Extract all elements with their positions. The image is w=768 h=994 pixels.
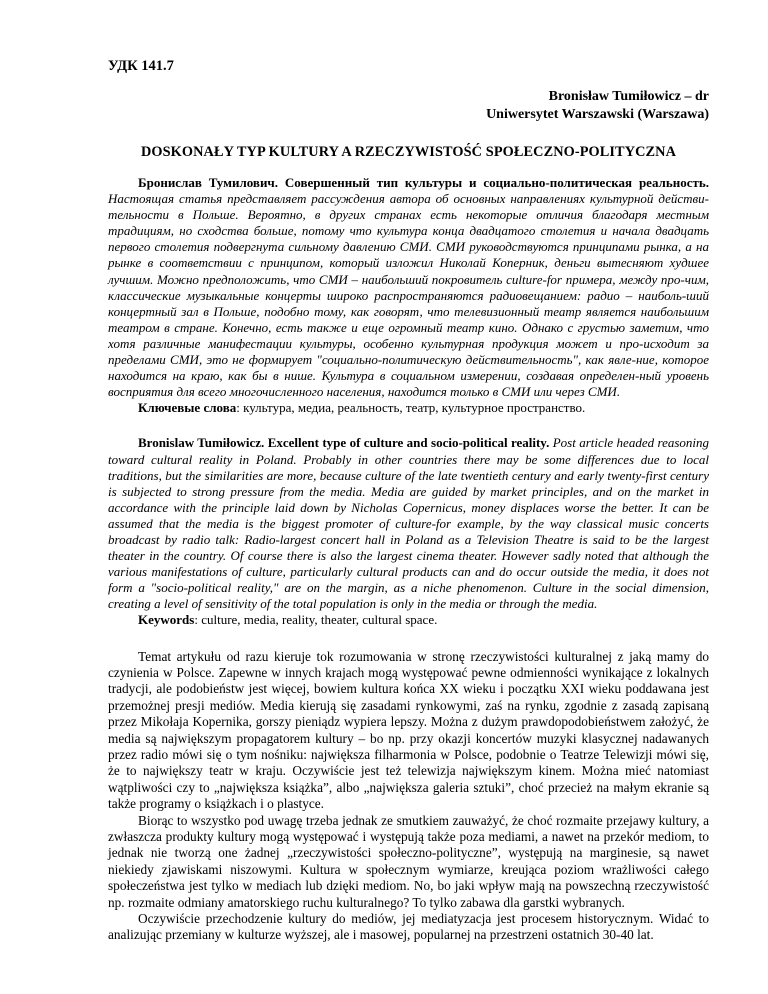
- keywords-english-list: : culture, media, reality, theater, cultural space.: [194, 612, 438, 628]
- udk-code: УДК 141.7: [108, 58, 174, 74]
- abstract-english: [108, 435, 709, 612]
- author-name: Bronisław Tumiłowicz – dr: [548, 89, 709, 104]
- spacer: [108, 629, 709, 649]
- keywords-english-label: Keywords: [138, 612, 195, 628]
- keywords-russian: [108, 400, 709, 416]
- body-paragraph-2: Biorąc to wszystko pod uwagę trzeba jednak ze smutkiem zauważyć, że choć rozmaite przejawy kultury, a zwłaszcza produkty kultury mogą występować i występują także poza mediami, a nawet na przekór mediom, to jednak nie tworzą one żadnej „rzeczywistości społeczno-polityczne”, występują na marginesie, są nawet niekiedy zjawiskami niszowymi. Kultura w społecznym wymiarze, kreująca poziom wrażliwości całego społeczeństwa jest tylko w mediach lub dzięki mediom. No, bo jaki wpływ mają na powszechną rzeczywistość np. rozmaite odmiany amatorskiego ruchu kulturalnego? To tylko zabawa dla garstki wybranych.: [108, 812, 709, 910]
- keywords-russian-list: : культура, медиа, реальность, театр, культурное пространство.: [236, 400, 586, 416]
- abstract-russian: [108, 175, 709, 400]
- author-affiliation: Uniwersytet Warszawski (Warszawa): [486, 106, 709, 122]
- body-paragraph-1: Temat artykułu od razu kieruje tok rozumowania w stronę rzeczywistości kulturalnej z jaką mamy do czynienia w Polsce. Zapewne w innych krajach mogą występować pewne odmienności wynikające z lokalnych tradycji, ale podobieństw jest więcej, bowiem kultura końca XX wieku i początku XXI wieku poddawana jest przemożnej presji mediów. Media kierują się zasadami rynkowymi, zaś na rynku, zgodnie z zasadą zapisaną przez Mikołaja Kopernika, gorszy pieniądz wypiera lepszy. Można z dużym prawdopodobieństwem założyć, że media są największym propagatorem kultury – bo np. przy okazji koncertów muzyki klasycznej nadawanych przez radio mówi się o tym nośniku: największa filharmonia w Polsce, podobnie o Teatrze Telewizji mówi się, że to największy teatr w kraju. Oczywiście jest też telewizja największym kinem. Można mieć natomiast wątpliwości czy to „największa książka”, albo „największa galeria sztuki”, choć przecież na małym ekranie są także programy o książkach i o plastyce.: [108, 648, 709, 812]
- abstract-russian-lead: Бронислав Тумилович. Совершенный тип культуры и социально-политическая реальность.: [138, 175, 709, 190]
- body-paragraph-3: Oczywiście przechodzenie kultury do mediów, jej mediatyzacja jest procesem historycznym. Widać to analizując przemiany w kulturze wyższej, ale i masowej, popularnej na przestrzeni ostatnich 30-40 lat.: [108, 911, 709, 943]
- abstract-english-text: Post article headed reasoning toward cultural reality in Poland. Probably in other countries there may be some differences due to local traditions, but the similarities are more, because culture of the late twentieth century and early twenty-first century is subjected to strong pressure from the media. Media are guided by market principles, and on the market in accordance with the principle laid down by Nicholas Copernicus, money displaces worse the better. It can be assumed that the media is the biggest promoter of culture-for example, by the way classical music concerts broadcast by radio talk: Radio-largest concert hall in Poland as a Television Theatre is said to be the largest theater in the country. Of course there is also the largest cinema theater. However sadly noted that although the various manifestations of culture, particularly cultural products can and do occur outside the media, it does not form a "socio-political reality," are on the margin, as a niche phenomenon. Culture in the social dimension, creating a level of sensitivity of the total population is only in the media or through the media.: [108, 435, 710, 612]
- abstract-russian-text: Настоящая статья представляет рассуждения автора об основных направлениях культурной действи-тельности в Польше. Вероятно, в других странах есть некоторые отличия благодаря местным традициям, но сходства больше, потому что культура конца двадцатого столетия и начала двадцать первого столетия подвергнута сильному давлению СМИ. СМИ руководствуются принципами рынка, а на рынке в соответствии с принципом, который изложил Николай Коперник, деньги вытесняют худшее лучшим. Можно предположить, что СМИ – наибольший покровитель culture-for примера, между про-чим, классические музыкальные концерты широко распространяются радиовещанием: радио – наиболь-ший концертный зал в Польше, подобно тому, как говорят, что телевизионный театр является наибольшим театром в стране. Конечно, есть также и еще огромный театр кино. Однако с грустью заметим, что хотя различные манифестации культуры, особенно культурная продукция может и про-исходит за пределами СМИ, это не формирует "социально-политическую действительность", как явле-ние, которое находится на краю, как бы в нише. Культура в социальном измерении, создавая определен-ный уровень восприятия для всего многочисленного населения, находится только в СМИ или через СМИ.: [108, 191, 709, 400]
- author-block: [108, 88, 709, 123]
- keywords-russian-label: Ключевые слова: [138, 400, 237, 416]
- abstract-english-lead: Bronislaw Tumiłowicz. Excellent type of culture and socio-political reality.: [138, 435, 550, 451]
- keywords-english: [108, 612, 709, 628]
- spacer: [108, 416, 709, 435]
- article-title: DOSKONAŁY TYP KULTURY A RZECZYWISTOŚĆ SPOŁECZNO-POLITYCZNA: [140, 144, 677, 160]
